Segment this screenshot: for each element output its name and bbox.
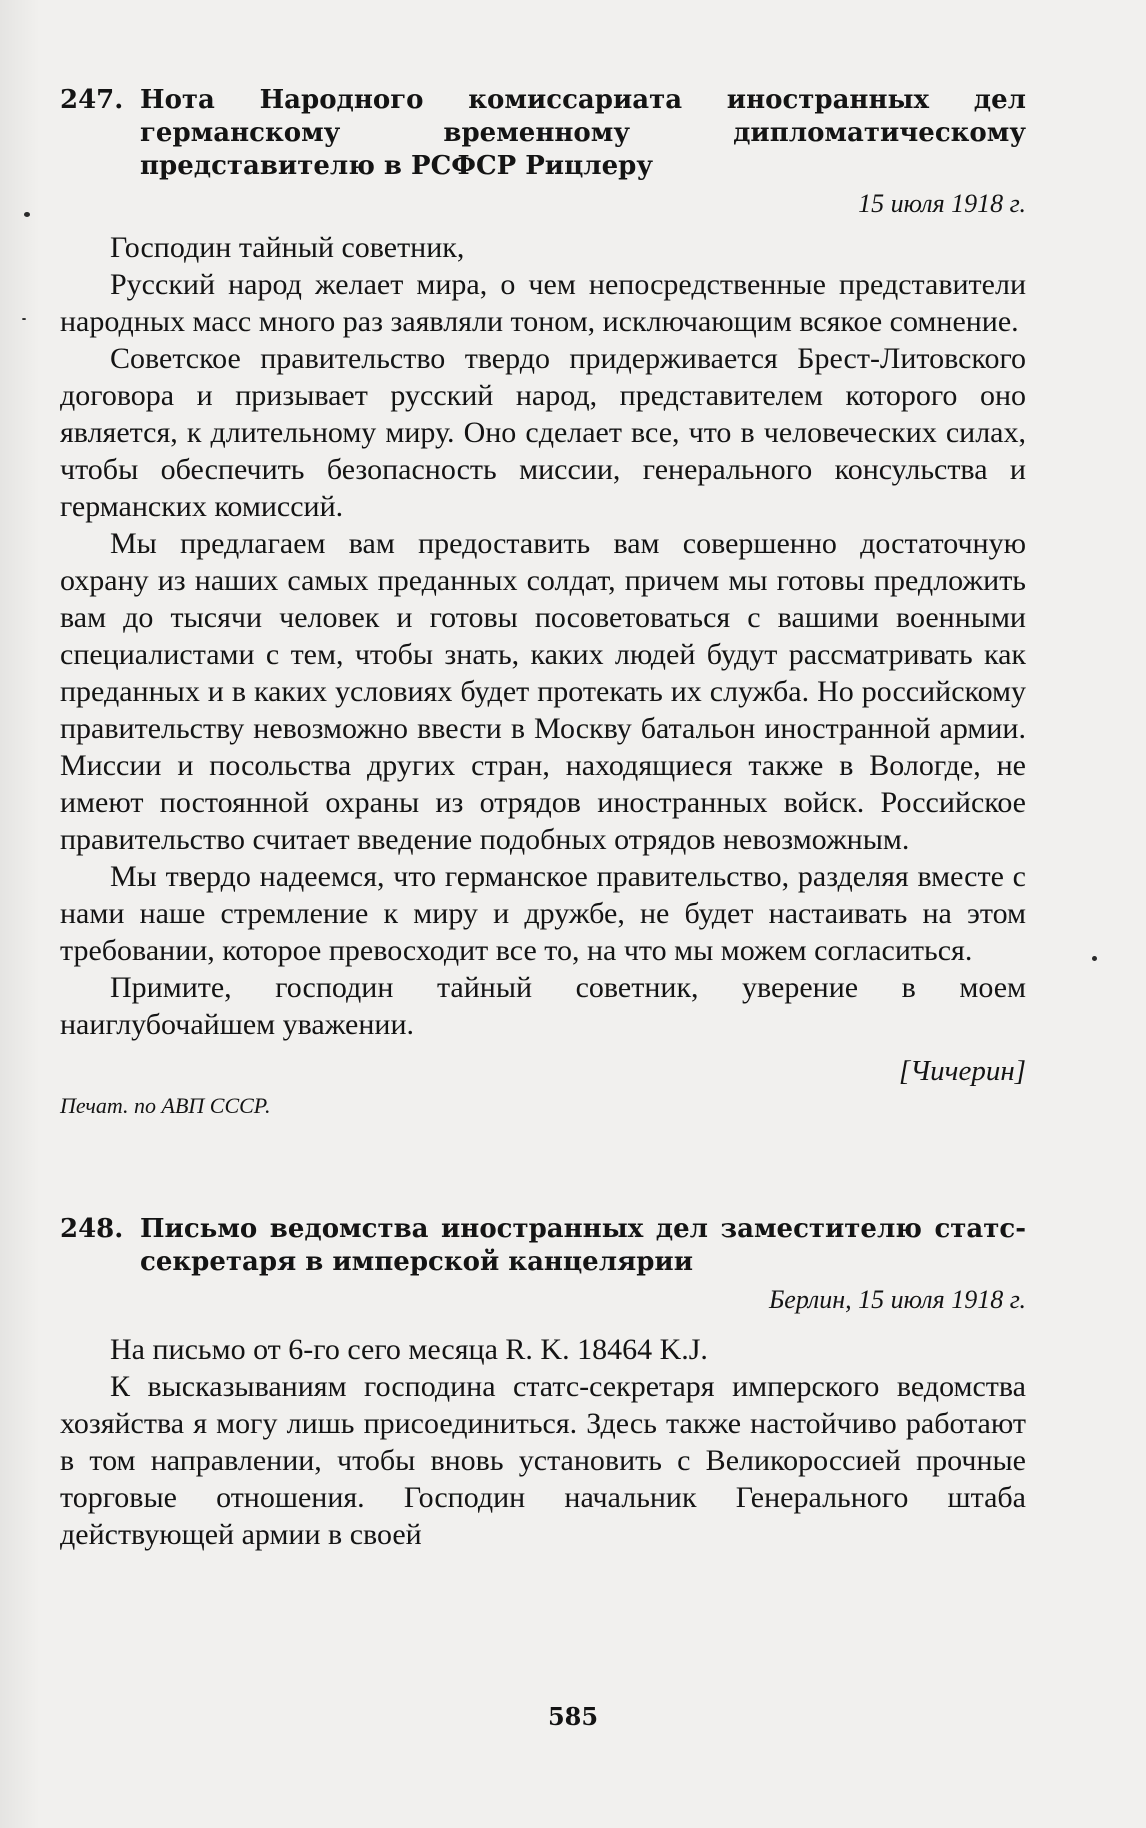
page-number: 585: [547, 1702, 599, 1731]
salutation: Господин тайный советник,: [110, 231, 465, 264]
body-paragraph: К высказываниям господина статс-секретаря имперского ведомства хозяйства я могу лишь присоединиться. Здесь также настойчиво работают в том направлении, чтобы вновь установить с Великороссией прочные торговые отношения. Господин начальник Генерального штаба действующей армии в своей: [60, 1370, 1026, 1551]
document-number: 247.: [60, 85, 124, 115]
closing-paragraph: Примите, господин тайный советник, уверение в моем наиглубочайшем уважении.: [60, 971, 1026, 1041]
body-paragraph: Мы предлагаем вам предоставить вам совершенно достаточную охрану из наших самых преданных солдат, причем мы готовы предложить вам до тысячи человек и готовы посоветоваться с вашими военными специалистами с тем, чтобы знать, каких людей будут рассматривать как преданных и в каких условиях будет протекать их служба. Но российскому правительству невозможно ввести в Москву батальон иностранной армии. Миссии и посольства других стран, находящиеся также в Вологде, не имеют постоянной охраны из отрядов иностранных войск. Российское правительство считает введение подобных отрядов невозможным.: [60, 527, 1026, 856]
document-247: [60, 84, 1026, 1121]
scan-speck: [1092, 956, 1097, 961]
signature: [Чичерин]: [898, 1055, 1026, 1087]
body-paragraph: Советское правительство твердо придерживается Брест-Литовского договора и призывает русский народ, представителем которого оно является, к длительному миру. Оно сделает все, что в человеческих силах, чтобы обеспечить безопасность миссии, генерального консульства и германских комиссий.: [60, 342, 1026, 523]
section-gap: [60, 1121, 1026, 1213]
body-paragraph: Мы твердо надеемся, что германское правительство, разделяя вместе с нами наше стремление к миру и дружбе, не будет настаивать на этом требовании, которое превосходит все то, на что мы можем согласиться.: [60, 860, 1026, 967]
source-note: Печат. по АВП СССР.: [60, 1093, 271, 1118]
scan-speck: [24, 212, 30, 217]
body-paragraph: Русский народ желает мира, о чем непосредственные представители народных масс много раз заявляли тоном, исключающим всякое сомнение.: [60, 268, 1026, 338]
document-title: Письмо ведомства иностранных дел заместителю статс-секретаря в имперской канцелярии: [140, 1214, 1026, 1277]
document-heading: [60, 84, 1026, 183]
document-248: [60, 1213, 1026, 1553]
document-date: Берлин, 15 июля 1918 г.: [768, 1285, 1026, 1314]
scan-speck: [22, 318, 26, 320]
document-number: 248.: [60, 1214, 124, 1244]
page-column: [60, 84, 1026, 1553]
document-heading: [60, 1213, 1026, 1279]
document-date: 15 июля 1918 г.: [858, 189, 1026, 218]
reference-line: На письмо от 6-го сего месяца R. K. 18464 K.J.: [110, 1333, 708, 1366]
document-title: Нота Народного комиссариата иностранных дел германскому временному дипломатическому представителю в РСФСР Рицлеру: [140, 85, 1026, 181]
